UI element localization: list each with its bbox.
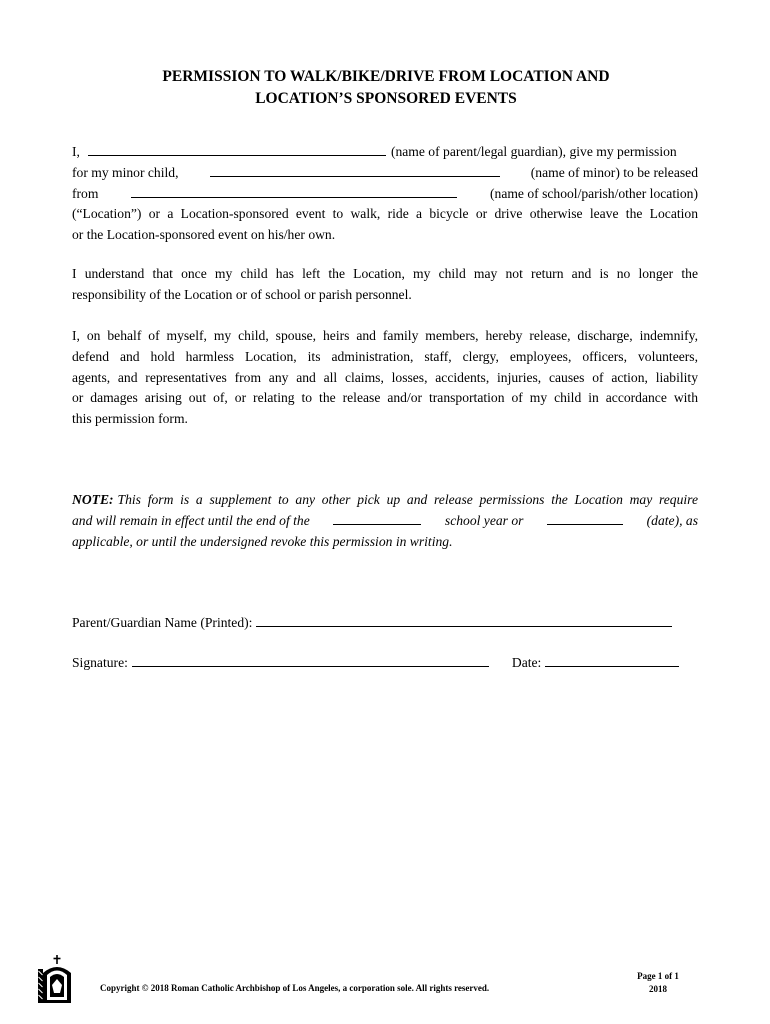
para1-line-5: or the Location-sponsored event on his/her own.: [72, 227, 336, 243]
note-line-1: [72, 490, 698, 511]
para3-line-1: I, on behalf of myself, my child, spouse, heirs and family members, hereby release, discharge, indemnify,: [72, 328, 698, 343]
parent-name-blank[interactable]: [88, 143, 386, 156]
location-name-blank[interactable]: [131, 185, 457, 198]
para3-line-2: defend and hold harmless Location, its administration, staff, clergy, employees, officers, volunteers,: [72, 348, 698, 364]
archdiocese-logo-icon: [36, 955, 76, 1005]
guardian-name-label: Parent/Guardian Name (Printed):: [72, 615, 253, 630]
note-label: NOTE:: [72, 492, 114, 507]
copyright-notice: Copyright © 2018 Roman Catholic Archbishop of Los Angeles, a corporation sole. All rights reserved.: [100, 983, 490, 993]
understanding-paragraph: [72, 264, 698, 306]
para1-text: I,: [72, 144, 80, 159]
guardian-name-field[interactable]: [256, 614, 672, 627]
release-paragraph: [72, 326, 698, 430]
document-title: [72, 66, 700, 110]
title-line-1: PERMISSION TO WALK/BIKE/DRIVE FROM LOCATION AND: [162, 68, 610, 85]
note-line-3: applicable, or until the undersigned revoke this permission in writing.: [72, 533, 453, 549]
permission-paragraph: [72, 142, 698, 246]
title-line-2: LOCATION’S SPONSORED EVENTS: [255, 90, 517, 107]
footer-year: 2018: [649, 984, 667, 994]
note-line-2: [72, 511, 698, 532]
para2-line-2: responsibility of the Location or of school or parish personnel.: [72, 286, 412, 302]
date-limit-blank[interactable]: [547, 512, 623, 525]
para1-line-4: (“Location”) or a Location-sponsored event to walk, ride a bicycle or drive otherwise leave the Location: [72, 206, 698, 222]
para1-text: (name of parent/legal guardian), give my permission: [390, 144, 677, 159]
para1-text: (name of minor) to be released: [530, 164, 698, 180]
guardian-name-row: [72, 614, 672, 631]
para3-line-5: this permission form.: [72, 411, 188, 427]
page-indicator: [628, 970, 688, 996]
para3-line-3: agents, and representatives from any and all claims, losses, accidents, injuries, causes of action, liability: [72, 369, 698, 385]
page-number: Page 1 of 1: [637, 971, 679, 981]
para1-text: from: [72, 185, 99, 201]
signature-field[interactable]: [132, 654, 489, 667]
note-text: This form is a supplement to any other pick up and release permissions the Location may require: [117, 492, 698, 507]
minor-name-blank[interactable]: [210, 164, 500, 177]
signature-row: [72, 654, 679, 671]
para1-line-1: [72, 142, 698, 163]
school-year-blank[interactable]: [333, 512, 421, 525]
para1-text: for my minor child,: [72, 164, 179, 180]
note-text: (date), as: [646, 512, 698, 528]
para1-line-3: [72, 184, 698, 205]
date-field[interactable]: [545, 654, 679, 667]
para3-line-4: or damages arising out of, or relating to the release and/or transportation of my child in accordance with: [72, 390, 698, 406]
para1-line-2: [72, 163, 698, 184]
signature-label: Signature:: [72, 655, 128, 670]
note-paragraph: [72, 490, 698, 552]
note-text: school year or: [444, 512, 524, 528]
note-text: and will remain in effect until the end of the: [72, 512, 310, 528]
para2-line-1: I understand that once my child has left the Location, my child may not return and is no longer the: [72, 266, 698, 281]
date-label: Date:: [511, 655, 542, 670]
para1-text: (name of school/parish/other location): [490, 185, 698, 201]
